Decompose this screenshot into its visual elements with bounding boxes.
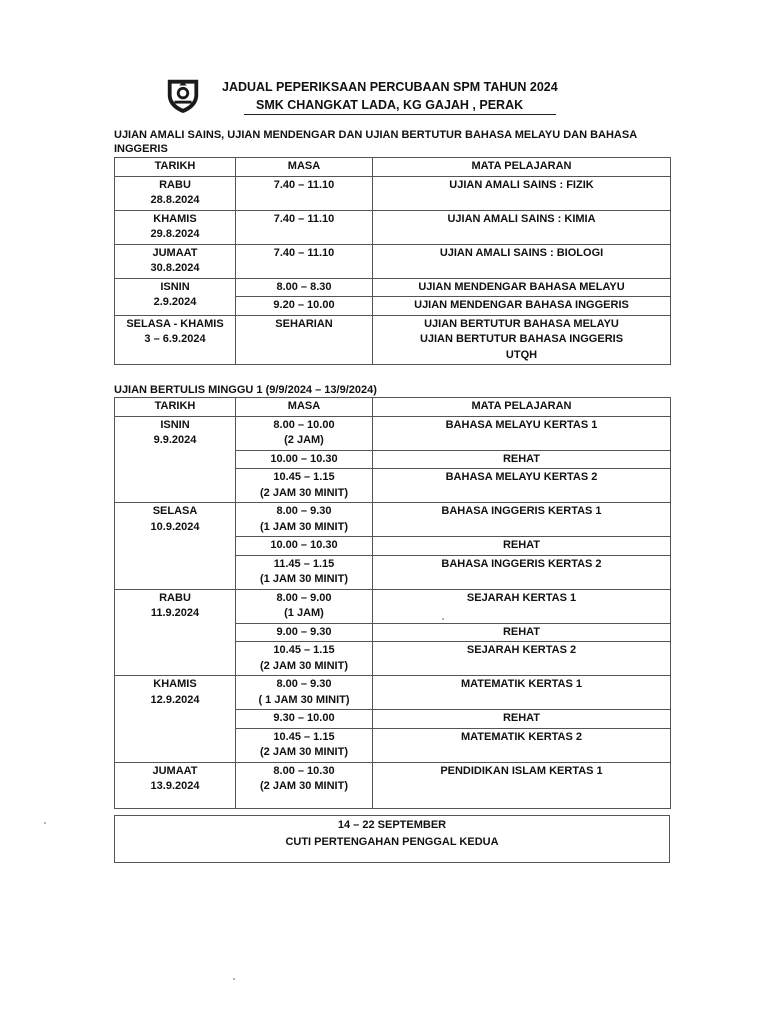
subject-cell: UJIAN AMALI SAINS : BIOLOGI	[373, 244, 671, 278]
day-label: RABU	[159, 178, 191, 191]
date-cell	[115, 762, 236, 808]
date-label: 3 – 6.9.2024	[144, 333, 206, 345]
table-row	[115, 416, 671, 450]
time-cell: 7.40 – 11.10	[236, 176, 373, 210]
school-crest-icon	[164, 76, 202, 114]
date-label: 10.9.2024	[150, 520, 200, 533]
time-cell	[236, 589, 373, 623]
date-label: 9.9.2024	[153, 434, 197, 446]
table-row	[115, 676, 671, 710]
time-cell	[236, 416, 373, 450]
subject-cell: PENDIDIKAN ISLAM KERTAS 1	[373, 762, 671, 808]
time-label: 10.45 – 1.15	[273, 730, 335, 743]
time-cell: 9.20 – 10.00	[236, 297, 373, 316]
time-cell	[236, 762, 373, 808]
day-label: KHAMIS	[153, 678, 197, 690]
subject-cell: UJIAN MENDENGAR BAHASA INGGERIS	[373, 297, 671, 316]
subject-cell: UJIAN AMALI SAINS : KIMIA	[373, 210, 671, 244]
time-cell	[236, 503, 373, 537]
table-row	[115, 315, 671, 365]
time-label: 8.00 – 9.00	[276, 591, 332, 604]
day-label: JUMAAT	[152, 764, 198, 777]
table-header-row	[115, 398, 671, 417]
title-line-2: SMK CHANGKAT LADA, KG GAJAH , PERAK	[256, 98, 524, 112]
subject-cell: BAHASA INGGERIS KERTAS 1	[373, 503, 671, 537]
duration-label: (2 JAM 30 MINIT)	[259, 486, 348, 499]
holiday-notice	[114, 815, 670, 863]
subject-cell: SEJARAH KERTAS 1	[373, 589, 671, 623]
title-line-1: JADUAL PEPERIKSAAN PERCUBAAN SPM TAHUN 2024	[222, 80, 558, 94]
time-cell: SEHARIAN	[236, 315, 373, 365]
time-cell	[236, 555, 373, 589]
date-label: 13.9.2024	[150, 780, 200, 792]
subject-cell: REHAT	[373, 450, 671, 469]
practical-oral-table	[114, 157, 671, 365]
time-label: 8.00 – 10.00	[273, 418, 335, 431]
table-row	[115, 176, 671, 210]
subject-cell: UJIAN AMALI SAINS : FIZIK	[373, 176, 671, 210]
day-label: JUMAAT	[152, 246, 198, 259]
table-header-row	[115, 158, 671, 177]
written-exam-week1-table	[114, 397, 671, 809]
table-row	[115, 210, 671, 244]
date-label: 11.9.2024	[150, 607, 200, 619]
subject-cell: BAHASA INGGERIS KERTAS 2	[373, 555, 671, 589]
section2-title: UJIAN BERTULIS MINGGU 1 (9/9/2024 – 13/9/2024)	[114, 384, 377, 396]
scan-speck	[442, 618, 444, 620]
time-label: 8.00 – 9.30	[276, 678, 332, 690]
date-label: 29.8.2024	[150, 228, 200, 240]
subject-cell: SEJARAH KERTAS 2	[373, 642, 671, 676]
duration-label: (1 JAM)	[284, 607, 324, 619]
date-label: 2.9.2024	[153, 296, 197, 308]
date-cell	[115, 676, 236, 763]
time-cell: 10.00 – 10.30	[236, 537, 373, 556]
subject-cell: UJIAN MENDENGAR BAHASA MELAYU	[373, 278, 671, 297]
section1-title-line-1: UJIAN AMALI SAINS, UJIAN MENDENGAR DAN UJIAN BERTUTUR BAHASA MELAYU DAN BAHASA	[114, 129, 638, 141]
table-row	[115, 278, 671, 297]
time-label: 8.00 – 10.30	[273, 764, 335, 777]
time-cell: 7.40 – 11.10	[236, 244, 373, 278]
time-cell: 7.40 – 11.10	[236, 210, 373, 244]
date-cell	[115, 176, 236, 210]
section1-title-line-2: INGGERIS	[114, 143, 168, 155]
subject-line: UJIAN BERTUTUR BAHASA INGGERIS	[419, 333, 624, 345]
day-label: ISNIN	[160, 418, 190, 431]
time-cell: 9.00 – 9.30	[236, 623, 373, 642]
date-cell	[115, 210, 236, 244]
day-label: KHAMIS	[153, 212, 197, 225]
subject-cell: MATEMATIK KERTAS 2	[373, 728, 671, 762]
section1-title	[114, 128, 637, 156]
holiday-label: CUTI PERTENGAHAN PENGGAL KEDUA	[285, 836, 499, 848]
day-label: SELASA	[152, 505, 198, 517]
title-underline	[244, 114, 556, 115]
duration-label: (2 JAM 30 MINIT)	[259, 746, 348, 758]
duration-label: (2 JAM)	[284, 434, 324, 446]
scan-speck	[233, 978, 235, 980]
time-label: 8.00 – 9.30	[276, 505, 332, 517]
header-tarikh: TARIKH	[115, 158, 236, 177]
scan-speck	[44, 822, 46, 824]
day-label: SELASA - KHAMIS	[126, 317, 224, 330]
time-label: 10.45 – 1.15	[273, 471, 335, 483]
duration-label: (1 JAM 30 MINIT)	[259, 520, 348, 533]
table-row	[115, 503, 671, 537]
subject-cell: BAHASA MELAYU KERTAS 1	[373, 416, 671, 450]
time-cell	[236, 642, 373, 676]
day-label: RABU	[159, 591, 191, 604]
time-cell: 10.00 – 10.30	[236, 450, 373, 469]
table-row	[115, 589, 671, 623]
table-row	[115, 762, 671, 808]
duration-label: (2 JAM 30 MINIT)	[259, 659, 348, 672]
subject-cell: REHAT	[373, 623, 671, 642]
time-cell: 9.30 – 10.00	[236, 710, 373, 729]
time-cell: 8.00 – 8.30	[236, 278, 373, 297]
duration-label: (2 JAM 30 MINIT)	[259, 780, 348, 792]
header-mata-pelajaran: MATA PELAJARAN	[373, 158, 671, 177]
duration-label: ( 1 JAM 30 MINIT)	[258, 693, 350, 706]
date-cell	[115, 416, 236, 503]
time-cell	[236, 728, 373, 762]
time-cell	[236, 676, 373, 710]
time-cell	[236, 469, 373, 503]
date-label: 12.9.2024	[150, 693, 200, 706]
day-label: ISNIN	[160, 280, 190, 293]
duration-label: (1 JAM 30 MINIT)	[259, 573, 348, 585]
subject-cell: BAHASA MELAYU KERTAS 2	[373, 469, 671, 503]
holiday-dates: 14 – 22 SEPTEMBER	[337, 819, 447, 831]
date-cell	[115, 503, 236, 590]
header-masa: MASA	[236, 398, 373, 417]
time-label: 10.45 – 1.15	[273, 644, 335, 656]
time-label: 11.45 – 1.15	[273, 557, 335, 570]
subject-line: UTQH	[505, 348, 538, 361]
page-title	[222, 78, 582, 114]
date-cell	[115, 589, 236, 676]
date-cell	[115, 244, 236, 278]
date-label: 28.8.2024	[150, 194, 200, 206]
subject-cell	[373, 315, 671, 365]
subject-cell: MATEMATIK KERTAS 1	[373, 676, 671, 710]
header-masa: MASA	[236, 158, 373, 177]
subject-cell: REHAT	[373, 537, 671, 556]
header-tarikh: TARIKH	[115, 398, 236, 417]
header-mata-pelajaran: MATA PELAJARAN	[373, 398, 671, 417]
date-cell	[115, 315, 236, 365]
subject-line: UJIAN BERTUTUR BAHASA MELAYU	[424, 317, 619, 330]
date-label: 30.8.2024	[150, 262, 200, 274]
date-cell	[115, 278, 236, 315]
table-row	[115, 244, 671, 278]
subject-cell: REHAT	[373, 710, 671, 729]
